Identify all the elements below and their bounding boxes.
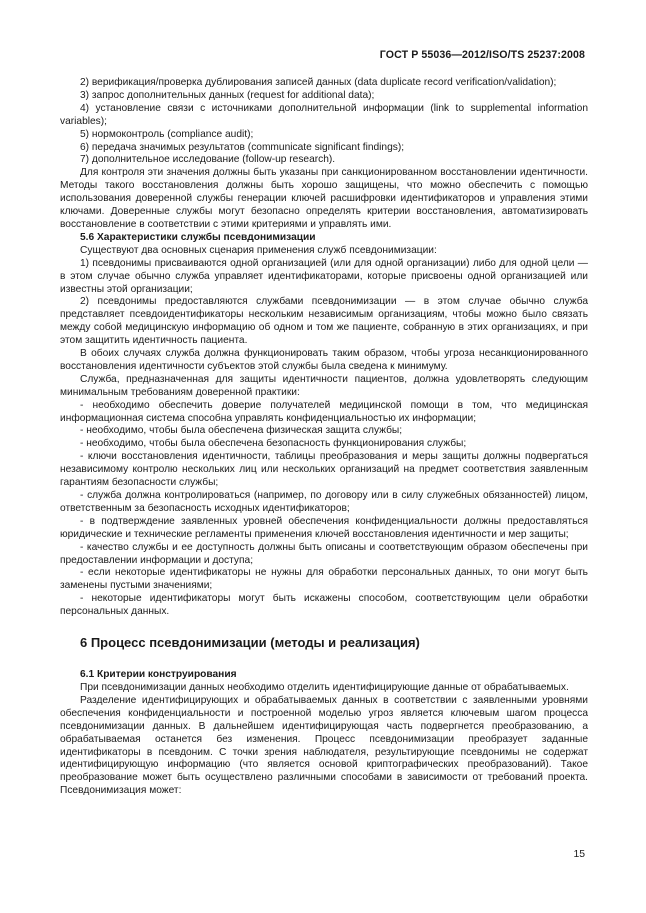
list-item: 4) установление связи с источниками дополнительной информации (link to supplemental information variables);	[60, 102, 588, 127]
body-paragraph: При псевдонимизации данных необходимо отделить идентифицирующие данные от обрабатываемых.	[80, 681, 569, 693]
bullet-item: - качество службы и ее доступность должны быть описаны и соответствующим образом обеспечены при предоставлении информации и доступа;	[60, 541, 588, 566]
bullet-item: - служба должна контролироваться (например, по договору или в силу служебных обязанностей) лицом, ответственным за безопасность исходных идентификаторов;	[60, 490, 588, 514]
list-item: 5) нормоконтроль (compliance audit);	[80, 128, 254, 140]
page-number: 15	[573, 849, 585, 860]
bullet-item: - ключи восстановления идентичности, таблицы преобразования и меры защиты должны подвергаться независимому контролю нескольких лиц или нескольких организаций на предмет соответствия заявленным гарантиям безопасности службы;	[60, 451, 588, 489]
body-paragraph: Разделение идентифицирующих и обрабатываемых данных в соответствии с заявленными уровнями обеспечения конфиденциальности и построенной моделью угроз является ключевым шагом процесса псевдонимизации данных. В дальнейшем идентифицирующая часть подвергнется преобразованию, а обрабатываемая останется без изменения. Процесс псевдонимизации преобразует заданные идентификаторы в псевдоним. С точки зрения наблюдателя, результирующие псевдонимы не содержат идентифицирующую информацию (что является основой криптографических преобразований). Такое преобразование может быть осуществлено различными способами в зависимости от требований проекта. Псевдонимизация может:	[60, 694, 588, 797]
document-body	[60, 77, 588, 798]
document-standard-header: ГОСТ Р 55036—2012/ISO/TS 25237:2008	[379, 49, 585, 61]
section-heading-6-1: 6.1 Критерии конструирования	[80, 669, 237, 681]
section-heading-5-6: 5.6 Характеристики службы псевдонимизации	[80, 231, 316, 243]
bullet-item: - некоторые идентификаторы могут быть искажены способом, соответствующим цели обработки персональных данных.	[60, 593, 588, 618]
list-item: 2) псевдонимы предоставляются службами псевдонимизации — в этом случае обычно служба представляет псевдоидентификаторы нескольким независимым организациям, чтобы можно было связать между собой медицинскую информацию об одном и том же пациенте, собранную в этих организациях, и при этом защитить идентичность пациента.	[60, 296, 588, 347]
list-item: 3) запрос дополнительных данных (request for additional data);	[80, 89, 375, 101]
body-paragraph: Существуют два основных сценария применения служб псевдонимизации:	[80, 244, 437, 256]
list-item: 7) дополнительное исследование (follow-up research).	[80, 154, 336, 166]
bullet-item: - необходимо обеспечить доверие получателей медицинской помощи в том, что медицинская информационная система способна управлять конфиденциальностью их информации;	[60, 399, 588, 424]
bullet-item: - необходимо, чтобы была обеспечена физическая защита службы;	[80, 425, 403, 437]
list-item: 6) передача значимых результатов (communicate significant findings);	[80, 141, 405, 153]
body-paragraph: Служба, предназначенная для защиты идентичности пациентов, должна удовлетворять следующим минимальным требованиям доверенной практики:	[60, 373, 588, 398]
section-heading-6: 6 Процесс псевдонимизации (методы и реализация)	[80, 635, 420, 651]
body-paragraph: В обоих случаях служба должна функционировать таким образом, чтобы угроза несанкционированного восстановления идентичности субъектов этой службы была сведена к минимуму.	[60, 348, 588, 372]
bullet-item: - в подтверждение заявленных уровней обеспечения конфиденциальности должны предоставляться юридические и технические регламенты применения ключей восстановления идентичности и мер защиты;	[60, 515, 588, 540]
body-paragraph: Для контроля эти значения должны быть указаны при санкционированном восстановлении идентичности. Методы такого восстановления должны быть хорошо защищены, что можно обеспечить с помощью использования доверенной службы генерации ключей расшифровки идентификаторов и управления этими ключами. Доверенные службы могут безопасно определять критерии восстановления, автоматизировать восстановление в соответствии с этими критериями и управлять ими.	[60, 167, 588, 230]
list-item: 1) псевдонимы присваиваются одной организацией (или для одной организации) либо для одной цели — в этом случае обычно служба управляет идентификаторами, которые присвоены одной организацией или известны этой организации;	[60, 257, 588, 295]
list-item: 2) верификация/проверка дублирования записей данных (data duplicate record verification/validation);	[80, 77, 557, 88]
bullet-item: - если некоторые идентификаторы не нужны для обработки персональных данных, то они могут быть заменены пустыми значениями;	[60, 567, 588, 592]
bullet-item: - необходимо, чтобы была обеспечена безопасность функционирования службы;	[80, 438, 467, 450]
